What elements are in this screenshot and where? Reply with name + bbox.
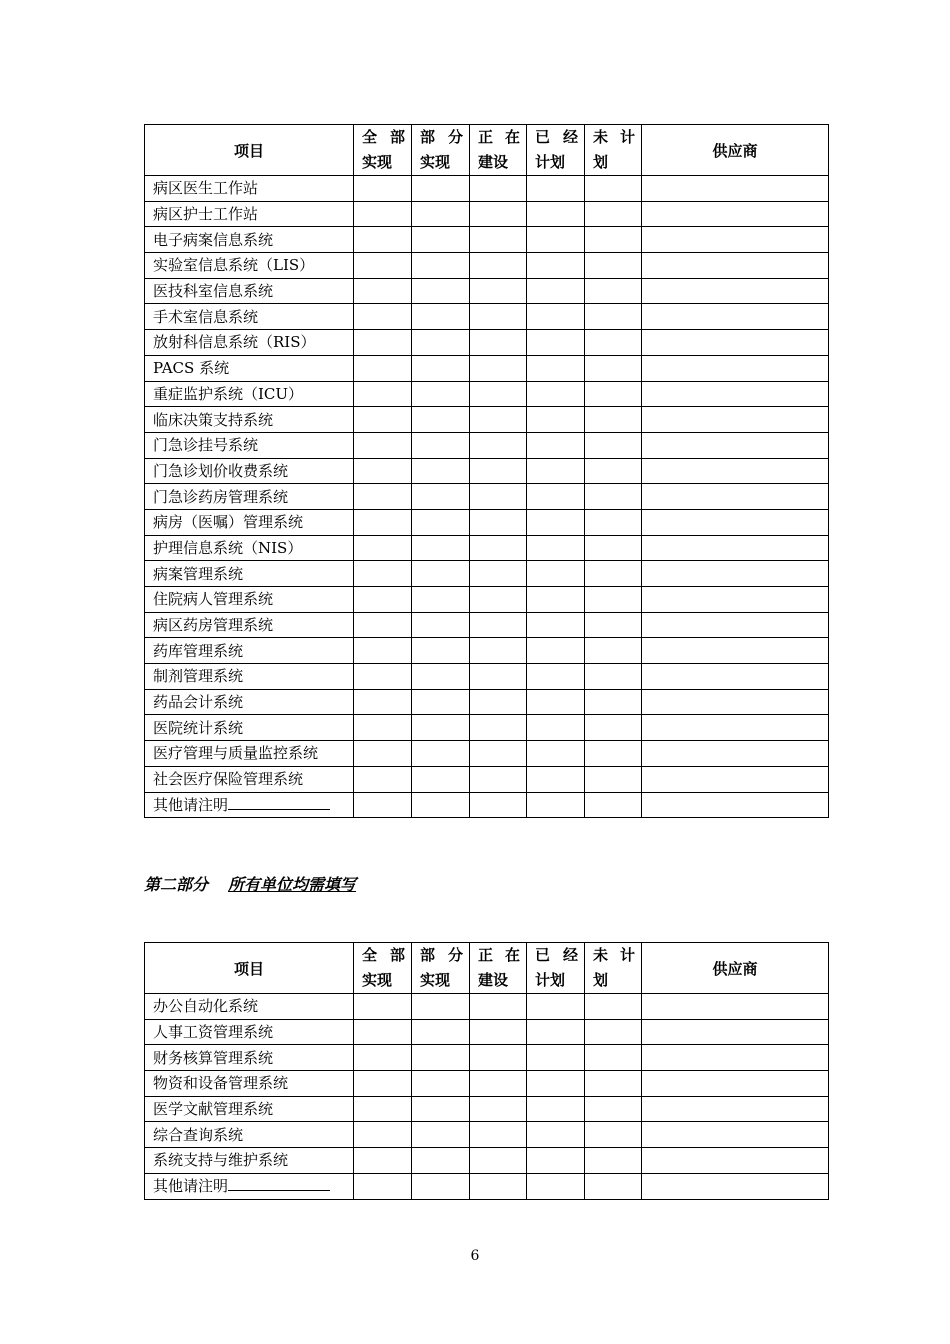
table-row xyxy=(145,253,829,279)
table-row xyxy=(145,535,829,561)
row-item-label: 医院统计系统 xyxy=(145,715,354,741)
supplier-cell[interactable] xyxy=(642,253,829,279)
not-planned-cell[interactable] xyxy=(585,227,642,253)
supplier-cell[interactable] xyxy=(642,1173,829,1199)
planned-cell[interactable] xyxy=(527,1148,585,1174)
not-planned-cell[interactable] xyxy=(585,587,642,613)
planned-cell[interactable] xyxy=(527,638,585,664)
not-planned-cell[interactable] xyxy=(585,1045,642,1071)
under-construction-cell[interactable] xyxy=(470,1173,527,1199)
section-instruction: 所有单位均需填写 xyxy=(228,875,357,894)
row-item-label: 药品会计系统 xyxy=(145,689,354,715)
under-construction-cell[interactable] xyxy=(470,407,527,433)
full-implementation-cell[interactable] xyxy=(354,458,412,484)
row-item-label: 病区护士工作站 xyxy=(145,201,354,227)
under-construction-cell[interactable] xyxy=(470,381,527,407)
full-implementation-cell[interactable] xyxy=(354,1045,412,1071)
partial-implementation-cell[interactable] xyxy=(412,176,470,202)
planned-cell[interactable] xyxy=(527,227,585,253)
row-item-label: 手术室信息系统 xyxy=(145,304,354,330)
not-planned-cell[interactable] xyxy=(585,1096,642,1122)
under-construction-cell[interactable] xyxy=(470,535,527,561)
partial-implementation-cell[interactable] xyxy=(412,994,470,1020)
partial-implementation-cell[interactable] xyxy=(412,227,470,253)
under-construction-cell[interactable] xyxy=(470,766,527,792)
supplier-cell[interactable] xyxy=(642,792,829,818)
planned-cell[interactable] xyxy=(527,253,585,279)
row-item-label: 护理信息系统（NIS） xyxy=(145,535,354,561)
row-item-label: 住院病人管理系统 xyxy=(145,587,354,613)
table-row xyxy=(145,278,829,304)
table-row xyxy=(145,766,829,792)
supplier-cell[interactable] xyxy=(642,664,829,690)
partial-implementation-cell[interactable] xyxy=(412,304,470,330)
partial-implementation-cell[interactable] xyxy=(412,741,470,767)
table-header-row xyxy=(145,125,829,176)
under-construction-cell[interactable] xyxy=(470,638,527,664)
not-planned-cell[interactable] xyxy=(585,355,642,381)
table-row xyxy=(145,664,829,690)
row-item-label: 办公自动化系统 xyxy=(145,994,354,1020)
not-planned-cell[interactable] xyxy=(585,458,642,484)
under-construction-cell[interactable] xyxy=(470,1096,527,1122)
planned-cell[interactable] xyxy=(527,509,585,535)
partial-implementation-cell[interactable] xyxy=(412,484,470,510)
supplier-cell[interactable] xyxy=(642,741,829,767)
table-row xyxy=(145,638,829,664)
table-row xyxy=(145,587,829,613)
row-item-label: 医技科室信息系统 xyxy=(145,278,354,304)
partial-implementation-cell[interactable] xyxy=(412,1173,470,1199)
row-item-label: 医疗管理与质量监控系统 xyxy=(145,741,354,767)
supplier-cell[interactable] xyxy=(642,509,829,535)
partial-implementation-cell[interactable] xyxy=(412,1096,470,1122)
partial-implementation-cell[interactable] xyxy=(412,201,470,227)
row-item-label: 电子病案信息系统 xyxy=(145,227,354,253)
supplier-cell[interactable] xyxy=(642,766,829,792)
not-planned-cell[interactable] xyxy=(585,330,642,356)
row-item-label: 门急诊挂号系统 xyxy=(145,432,354,458)
full-implementation-cell[interactable] xyxy=(354,741,412,767)
section-two-title xyxy=(144,872,356,895)
table-row-other xyxy=(145,1173,829,1199)
row-item-label: 社会医疗保险管理系统 xyxy=(145,766,354,792)
row-item-label: 物资和设备管理系统 xyxy=(145,1071,354,1097)
supplier-cell[interactable] xyxy=(642,278,829,304)
not-planned-cell[interactable] xyxy=(585,561,642,587)
supplier-cell[interactable] xyxy=(642,689,829,715)
table-row xyxy=(145,201,829,227)
table-row xyxy=(145,432,829,458)
header-under-construction: 正 在 建设 xyxy=(470,943,527,994)
table-row xyxy=(145,304,829,330)
table-row xyxy=(145,1148,829,1174)
row-item-label: 门急诊划价收费系统 xyxy=(145,458,354,484)
table-row xyxy=(145,458,829,484)
not-planned-cell[interactable] xyxy=(585,304,642,330)
header-planned: 已 经 计划 xyxy=(527,125,585,176)
full-implementation-cell[interactable] xyxy=(354,715,412,741)
header-partial-implementation: 部 分 实现 xyxy=(412,125,470,176)
under-construction-cell[interactable] xyxy=(470,201,527,227)
systems-table-part2 xyxy=(144,942,829,1200)
partial-implementation-cell[interactable] xyxy=(412,535,470,561)
table-row xyxy=(145,355,829,381)
table-row xyxy=(145,612,829,638)
other-specify-label: 其他请注明 xyxy=(153,1177,229,1196)
supplier-cell[interactable] xyxy=(642,176,829,202)
page-number: 6 xyxy=(470,1248,480,1264)
planned-cell[interactable] xyxy=(527,1122,585,1148)
planned-cell[interactable] xyxy=(527,304,585,330)
under-construction-cell[interactable] xyxy=(470,1148,527,1174)
partial-implementation-cell[interactable] xyxy=(412,330,470,356)
partial-implementation-cell[interactable] xyxy=(412,1045,470,1071)
row-item-label: 综合查询系统 xyxy=(145,1122,354,1148)
under-construction-cell[interactable] xyxy=(470,1122,527,1148)
partial-implementation-cell[interactable] xyxy=(412,689,470,715)
partial-implementation-cell[interactable] xyxy=(412,766,470,792)
supplier-cell[interactable] xyxy=(642,201,829,227)
supplier-cell[interactable] xyxy=(642,458,829,484)
not-planned-cell[interactable] xyxy=(585,407,642,433)
supplier-cell[interactable] xyxy=(642,227,829,253)
under-construction-cell[interactable] xyxy=(470,227,527,253)
planned-cell[interactable] xyxy=(527,741,585,767)
planned-cell[interactable] xyxy=(527,1071,585,1097)
table-row xyxy=(145,741,829,767)
planned-cell[interactable] xyxy=(527,330,585,356)
not-planned-cell[interactable] xyxy=(585,994,642,1020)
other-specify-label: 其他请注明 xyxy=(153,795,229,814)
planned-cell[interactable] xyxy=(527,484,585,510)
full-implementation-cell[interactable] xyxy=(354,176,412,202)
not-planned-cell[interactable] xyxy=(585,1019,642,1045)
under-construction-cell[interactable] xyxy=(470,484,527,510)
planned-cell[interactable] xyxy=(527,1019,585,1045)
planned-cell[interactable] xyxy=(527,1045,585,1071)
planned-cell[interactable] xyxy=(527,458,585,484)
full-implementation-cell[interactable] xyxy=(354,407,412,433)
full-implementation-cell[interactable] xyxy=(354,253,412,279)
table-row xyxy=(145,1071,829,1097)
under-construction-cell[interactable] xyxy=(470,994,527,1020)
planned-cell[interactable] xyxy=(527,355,585,381)
not-planned-cell[interactable] xyxy=(585,253,642,279)
not-planned-cell[interactable] xyxy=(585,509,642,535)
table-row xyxy=(145,227,829,253)
supplier-cell[interactable] xyxy=(642,355,829,381)
row-item-label: 医学文献管理系统 xyxy=(145,1096,354,1122)
full-implementation-cell[interactable] xyxy=(354,355,412,381)
table-row xyxy=(145,176,829,202)
not-planned-cell[interactable] xyxy=(585,484,642,510)
full-implementation-cell[interactable] xyxy=(354,227,412,253)
not-planned-cell[interactable] xyxy=(585,741,642,767)
partial-implementation-cell[interactable] xyxy=(412,792,470,818)
header-under-construction: 正 在 建设 xyxy=(470,125,527,176)
header-supplier: 供应商 xyxy=(642,125,829,176)
header-partial-implementation: 部 分 实现 xyxy=(412,943,470,994)
row-item-label: 财务核算管理系统 xyxy=(145,1045,354,1071)
partial-implementation-cell[interactable] xyxy=(412,612,470,638)
table-row xyxy=(145,715,829,741)
supplier-cell[interactable] xyxy=(642,484,829,510)
partial-implementation-cell[interactable] xyxy=(412,1019,470,1045)
header-item: 项目 xyxy=(145,943,354,994)
supplier-cell[interactable] xyxy=(642,715,829,741)
full-implementation-cell[interactable] xyxy=(354,1148,412,1174)
supplier-cell[interactable] xyxy=(642,1071,829,1097)
full-implementation-cell[interactable] xyxy=(354,484,412,510)
supplier-cell[interactable] xyxy=(642,1045,829,1071)
supplier-cell[interactable] xyxy=(642,638,829,664)
under-construction-cell[interactable] xyxy=(470,458,527,484)
planned-cell[interactable] xyxy=(527,176,585,202)
partial-implementation-cell[interactable] xyxy=(412,407,470,433)
partial-implementation-cell[interactable] xyxy=(412,1071,470,1097)
header-item: 项目 xyxy=(145,125,354,176)
row-item-label: 病房（医嘱）管理系统 xyxy=(145,509,354,535)
partial-implementation-cell[interactable] xyxy=(412,509,470,535)
under-construction-cell[interactable] xyxy=(470,561,527,587)
full-implementation-cell[interactable] xyxy=(354,432,412,458)
row-item-label: 实验室信息系统（LIS） xyxy=(145,253,354,279)
table-row xyxy=(145,1096,829,1122)
row-item-label: 临床决策支持系统 xyxy=(145,407,354,433)
full-implementation-cell[interactable] xyxy=(354,535,412,561)
row-item-label: 重症监护系统（ICU） xyxy=(145,381,354,407)
table-row xyxy=(145,994,829,1020)
planned-cell[interactable] xyxy=(527,381,585,407)
header-supplier: 供应商 xyxy=(642,943,829,994)
partial-implementation-cell[interactable] xyxy=(412,1148,470,1174)
full-implementation-cell[interactable] xyxy=(354,1071,412,1097)
table-row xyxy=(145,1045,829,1071)
full-implementation-cell[interactable] xyxy=(354,994,412,1020)
under-construction-cell[interactable] xyxy=(470,612,527,638)
under-construction-cell[interactable] xyxy=(470,689,527,715)
planned-cell[interactable] xyxy=(527,561,585,587)
under-construction-cell[interactable] xyxy=(470,664,527,690)
planned-cell[interactable] xyxy=(527,612,585,638)
full-implementation-cell[interactable] xyxy=(354,664,412,690)
section-part-label: 第二部分 xyxy=(144,875,209,894)
not-planned-cell[interactable] xyxy=(585,1122,642,1148)
partial-implementation-cell[interactable] xyxy=(412,1122,470,1148)
full-implementation-cell[interactable] xyxy=(354,1096,412,1122)
table-row xyxy=(145,484,829,510)
row-item-label: 制剂管理系统 xyxy=(145,664,354,690)
not-planned-cell[interactable] xyxy=(585,1071,642,1097)
planned-cell[interactable] xyxy=(527,766,585,792)
partial-implementation-cell[interactable] xyxy=(412,432,470,458)
partial-implementation-cell[interactable] xyxy=(412,458,470,484)
supplier-cell[interactable] xyxy=(642,432,829,458)
under-construction-cell[interactable] xyxy=(470,1071,527,1097)
table-row-other xyxy=(145,792,829,818)
supplier-cell[interactable] xyxy=(642,1148,829,1174)
table-row xyxy=(145,381,829,407)
partial-implementation-cell[interactable] xyxy=(412,355,470,381)
planned-cell[interactable] xyxy=(527,689,585,715)
partial-implementation-cell[interactable] xyxy=(412,253,470,279)
under-construction-cell[interactable] xyxy=(470,741,527,767)
other-specify-blank[interactable] xyxy=(228,795,330,810)
planned-cell[interactable] xyxy=(527,715,585,741)
row-other-label xyxy=(145,1173,354,1199)
not-planned-cell[interactable] xyxy=(585,176,642,202)
not-planned-cell[interactable] xyxy=(585,638,642,664)
full-implementation-cell[interactable] xyxy=(354,1019,412,1045)
row-item-label: 病区药房管理系统 xyxy=(145,612,354,638)
supplier-cell[interactable] xyxy=(642,994,829,1020)
planned-cell[interactable] xyxy=(527,201,585,227)
full-implementation-cell[interactable] xyxy=(354,201,412,227)
planned-cell[interactable] xyxy=(527,432,585,458)
systems-table-part1 xyxy=(144,124,829,818)
row-item-label: PACS 系统 xyxy=(145,355,354,381)
full-implementation-cell[interactable] xyxy=(354,381,412,407)
table-header-row xyxy=(145,943,829,994)
full-implementation-cell[interactable] xyxy=(354,1173,412,1199)
row-item-label: 系统支持与维护系统 xyxy=(145,1148,354,1174)
partial-implementation-cell[interactable] xyxy=(412,278,470,304)
planned-cell[interactable] xyxy=(527,792,585,818)
row-item-label: 病案管理系统 xyxy=(145,561,354,587)
not-planned-cell[interactable] xyxy=(585,381,642,407)
full-implementation-cell[interactable] xyxy=(354,304,412,330)
planned-cell[interactable] xyxy=(527,1096,585,1122)
not-planned-cell[interactable] xyxy=(585,689,642,715)
header-full-implementation: 全 部 实现 xyxy=(354,943,412,994)
planned-cell[interactable] xyxy=(527,664,585,690)
row-item-label: 人事工资管理系统 xyxy=(145,1019,354,1045)
full-implementation-cell[interactable] xyxy=(354,1122,412,1148)
full-implementation-cell[interactable] xyxy=(354,330,412,356)
not-planned-cell[interactable] xyxy=(585,1173,642,1199)
under-construction-cell[interactable] xyxy=(470,587,527,613)
full-implementation-cell[interactable] xyxy=(354,587,412,613)
partial-implementation-cell[interactable] xyxy=(412,664,470,690)
supplier-cell[interactable] xyxy=(642,1096,829,1122)
full-implementation-cell[interactable] xyxy=(354,612,412,638)
under-construction-cell[interactable] xyxy=(470,330,527,356)
full-implementation-cell[interactable] xyxy=(354,766,412,792)
partial-implementation-cell[interactable] xyxy=(412,561,470,587)
planned-cell[interactable] xyxy=(527,587,585,613)
under-construction-cell[interactable] xyxy=(470,509,527,535)
row-item-label: 放射科信息系统（RIS） xyxy=(145,330,354,356)
not-planned-cell[interactable] xyxy=(585,664,642,690)
under-construction-cell[interactable] xyxy=(470,1019,527,1045)
under-construction-cell[interactable] xyxy=(470,355,527,381)
table-row xyxy=(145,509,829,535)
table-row xyxy=(145,407,829,433)
supplier-cell[interactable] xyxy=(642,587,829,613)
supplier-cell[interactable] xyxy=(642,561,829,587)
other-specify-blank[interactable] xyxy=(228,1176,330,1191)
partial-implementation-cell[interactable] xyxy=(412,715,470,741)
partial-implementation-cell[interactable] xyxy=(412,587,470,613)
header-not-planned: 未 计 划 xyxy=(585,125,642,176)
full-implementation-cell[interactable] xyxy=(354,509,412,535)
table-row xyxy=(145,330,829,356)
full-implementation-cell[interactable] xyxy=(354,792,412,818)
row-item-label: 门急诊药房管理系统 xyxy=(145,484,354,510)
partial-implementation-cell[interactable] xyxy=(412,381,470,407)
under-construction-cell[interactable] xyxy=(470,304,527,330)
under-construction-cell[interactable] xyxy=(470,715,527,741)
full-implementation-cell[interactable] xyxy=(354,278,412,304)
row-item-label: 病区医生工作站 xyxy=(145,176,354,202)
supplier-cell[interactable] xyxy=(642,612,829,638)
table-row xyxy=(145,561,829,587)
table-row xyxy=(145,1122,829,1148)
not-planned-cell[interactable] xyxy=(585,1148,642,1174)
under-construction-cell[interactable] xyxy=(470,792,527,818)
supplier-cell[interactable] xyxy=(642,330,829,356)
under-construction-cell[interactable] xyxy=(470,278,527,304)
planned-cell[interactable] xyxy=(527,278,585,304)
full-implementation-cell[interactable] xyxy=(354,561,412,587)
planned-cell[interactable] xyxy=(527,407,585,433)
supplier-cell[interactable] xyxy=(642,407,829,433)
full-implementation-cell[interactable] xyxy=(354,638,412,664)
not-planned-cell[interactable] xyxy=(585,201,642,227)
supplier-cell[interactable] xyxy=(642,381,829,407)
header-planned: 已 经 计划 xyxy=(527,943,585,994)
header-full-implementation: 全 部 实现 xyxy=(354,125,412,176)
not-planned-cell[interactable] xyxy=(585,278,642,304)
not-planned-cell[interactable] xyxy=(585,766,642,792)
planned-cell[interactable] xyxy=(527,1173,585,1199)
planned-cell[interactable] xyxy=(527,535,585,561)
table-row xyxy=(145,1019,829,1045)
under-construction-cell[interactable] xyxy=(470,253,527,279)
under-construction-cell[interactable] xyxy=(470,176,527,202)
full-implementation-cell[interactable] xyxy=(354,689,412,715)
partial-implementation-cell[interactable] xyxy=(412,638,470,664)
header-not-planned: 未 计 划 xyxy=(585,943,642,994)
row-other-label xyxy=(145,792,354,818)
supplier-cell[interactable] xyxy=(642,1122,829,1148)
not-planned-cell[interactable] xyxy=(585,432,642,458)
supplier-cell[interactable] xyxy=(642,535,829,561)
planned-cell[interactable] xyxy=(527,994,585,1020)
under-construction-cell[interactable] xyxy=(470,1045,527,1071)
not-planned-cell[interactable] xyxy=(585,715,642,741)
not-planned-cell[interactable] xyxy=(585,535,642,561)
under-construction-cell[interactable] xyxy=(470,432,527,458)
supplier-cell[interactable] xyxy=(642,1019,829,1045)
row-item-label: 药库管理系统 xyxy=(145,638,354,664)
not-planned-cell[interactable] xyxy=(585,612,642,638)
supplier-cell[interactable] xyxy=(642,304,829,330)
table-row xyxy=(145,689,829,715)
not-planned-cell[interactable] xyxy=(585,792,642,818)
